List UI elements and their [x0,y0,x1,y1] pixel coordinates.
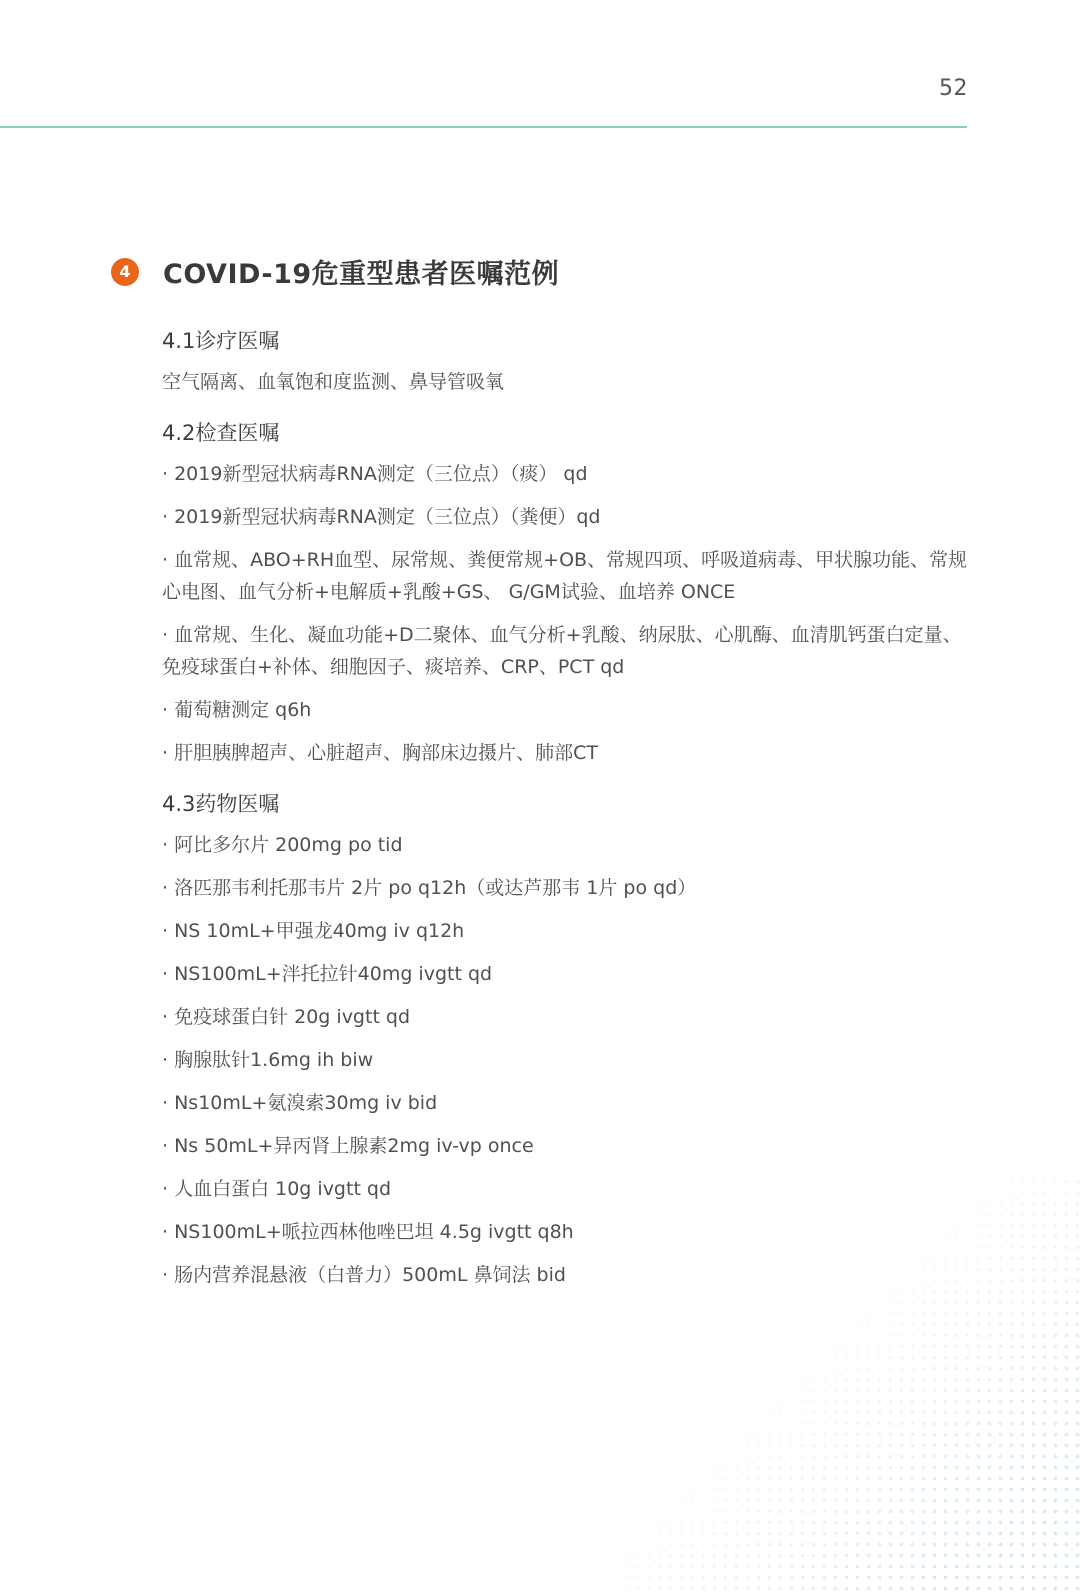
section-text: 空气隔离、血氧饱和度监测、鼻导管吸氧 [162,371,505,393]
list-item: · NS100mL+泮托拉针40mg ivgtt qd [162,958,972,990]
list-item: · 肝胆胰脾超声、心脏超声、胸部床边摄片、肺部CT [162,737,972,769]
section-title: 4.1诊疗医嘱 [162,329,280,353]
list-item: · 2019新型冠状病毒RNA测定（三位点）（痰） qd [162,458,972,490]
section-heading [111,252,559,291]
list-item: · 胸腺肽针1.6mg ih biw [162,1044,972,1076]
list-item: · Ns10mL+氨溴索30mg iv bid [162,1087,972,1119]
section-title: 4.2检查医嘱 [162,421,280,445]
list-item: · 人血白蛋白 10g ivgtt qd [162,1173,972,1205]
section-drug-orders [162,789,972,1291]
list-item: · 肠内营养混悬液（白普力）500mL 鼻饲法 bid [162,1259,972,1291]
section-number-badge: 4 [111,258,139,286]
section-treatment-orders [162,326,972,398]
section-title: 4.3药物医嘱 [162,792,280,816]
list-item: · 2019新型冠状病毒RNA测定（三位点）（粪便）qd [162,501,972,533]
list-item: · 阿比多尔片 200mg po tid [162,829,972,861]
list-item: · NS 10mL+甲强龙40mg iv q12h [162,915,972,947]
list-item: · NS100mL+哌拉西林他唑巴坦 4.5g ivgtt q8h [162,1216,972,1248]
list-item: · 洛匹那韦利托那韦片 2片 po q12h（或达芦那韦 1片 po qd） [162,872,972,904]
list-item: · 血常规、ABO+RH血型、尿常规、粪便常规+OB、常规四项、呼吸道病毒、甲状腺功能、常规心电图、血气分析+电解质+乳酸+GS、 G/GM试验、血培养 ONCE [162,544,972,608]
list-item: · 免疫球蛋白针 20g ivgtt qd [162,1001,972,1033]
page-title: COVID-19危重型患者医嘱范例 [163,259,560,290]
list-item: · 葡萄糖测定 q6h [162,694,972,726]
list-item: · 血常规、生化、凝血功能+D二聚体、血气分析+乳酸、纳尿肽、心肌酶、血清肌钙蛋白定量、免疫球蛋白+补体、细胞因子、痰培养、CRP、PCT qd [162,619,972,683]
page-number: 52 [939,76,968,101]
list-item: · Ns 50mL+异丙肾上腺素2mg iv-vp once [162,1130,972,1162]
header-divider [0,126,967,128]
document-body [162,326,972,1311]
section-exam-orders [162,418,972,769]
